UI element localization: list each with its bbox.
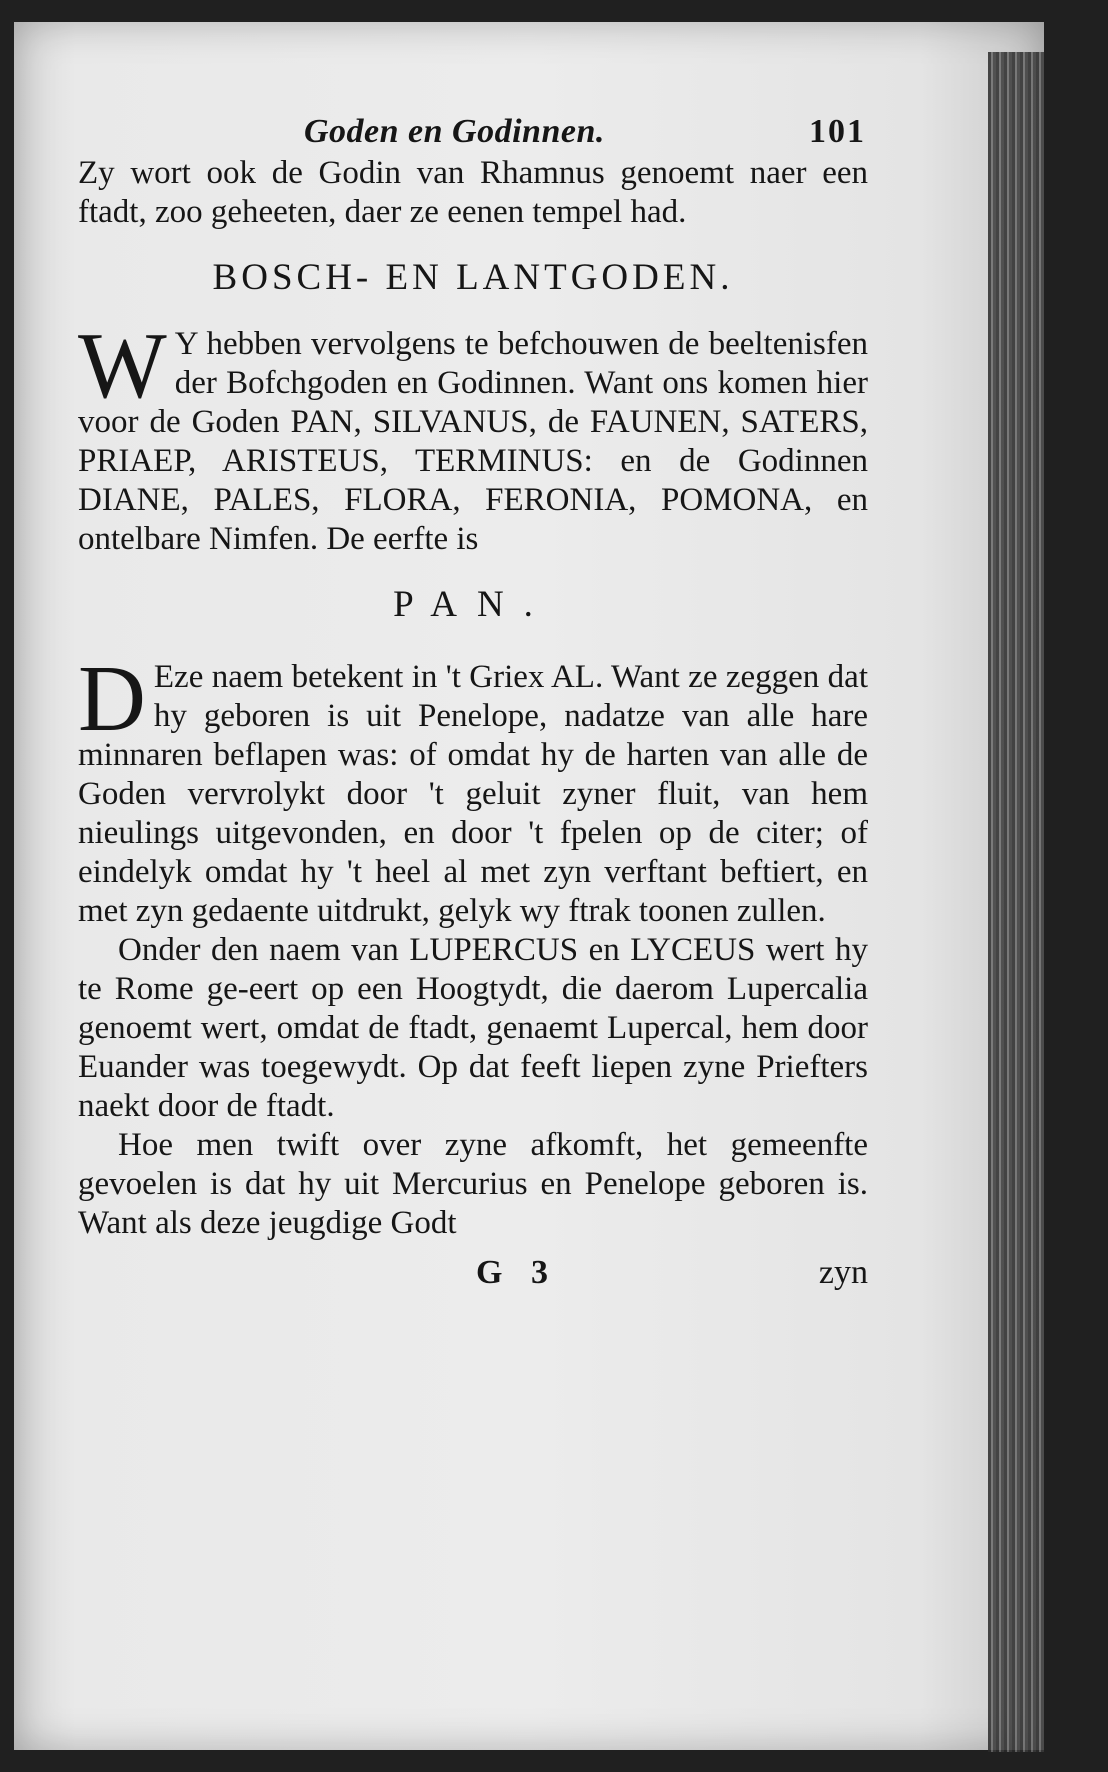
dropcap-d: D — [78, 647, 146, 751]
page-header — [78, 108, 868, 152]
running-title: Goden en Godinnen. — [304, 113, 605, 150]
paragraph-pan-text: Eze naem betekent in 't Griex AL. Want ze zeggen dat hy geboren is uit Penelope, nadatze van alle hare minnaren beflapen was: of omdat hy de harten van alle de Goden vervrolykt door 't geluit zyner fluit, van hem nieulings uitgevonden, en door 't fpelen op de citer; of eindelyk omdat hy 't heel al met zyn verftant beftiert, en met zyn gedaente uitdrukt, gelyk wy ftrak toonen zullen. — [78, 659, 868, 929]
page-number: 101 — [809, 113, 866, 150]
paragraph-rhamnus: Zy wort ook de Godin van Rhamnus genoemt naer een ftadt, zoo geheeten, daer ze eenen tempel had. — [78, 155, 868, 230]
dropcap-w: W — [78, 314, 167, 418]
catchword: zyn — [818, 1254, 868, 1291]
paragraph-bosch — [78, 314, 868, 559]
paragraph-pan — [78, 647, 868, 931]
paragraph-lupercus: Onder den naem van LUPERCUS en LYCEUS wert hy te Rome ge-eert op een Hoogtydt, die daerom Lupercalia genoemt wert, omdat de ftadt, genaemt Lupercal, hem door Euander was toegewydt. Op dat feeft liepen zyne Priefters naekt door de ftadt. — [78, 932, 868, 1124]
paragraph-afkomst: Hoe men twift over zyne afkomft, het gemeenfte gevoelen is dat hy uit Mercurius en Penelope geboren is. Want als deze jeugdige Godt — [78, 1127, 868, 1241]
section-heading-bosch: BOSCH- EN LANTGODEN. — [212, 257, 734, 298]
signature-mark: G 3 — [476, 1254, 558, 1291]
page-footer — [78, 1247, 868, 1297]
paragraph-bosch-text: Y hebben vervolgens te befchouwen de beeltenisfen der Bofchgoden en Godinnen. Want ons komen hier voor de Goden PAN, SILVANUS, de FAUNEN, SATERS, PRIAEP, ARISTEUS, TERMINUS: en de Godinnen DIANE, PALES, FLORA, FERONIA, POMONA, en ontelbare Nimfen. De eerfte is — [78, 326, 868, 557]
page-content — [78, 108, 868, 1297]
page-edge — [988, 52, 1044, 1752]
section-heading-pan: PAN. — [393, 584, 553, 625]
